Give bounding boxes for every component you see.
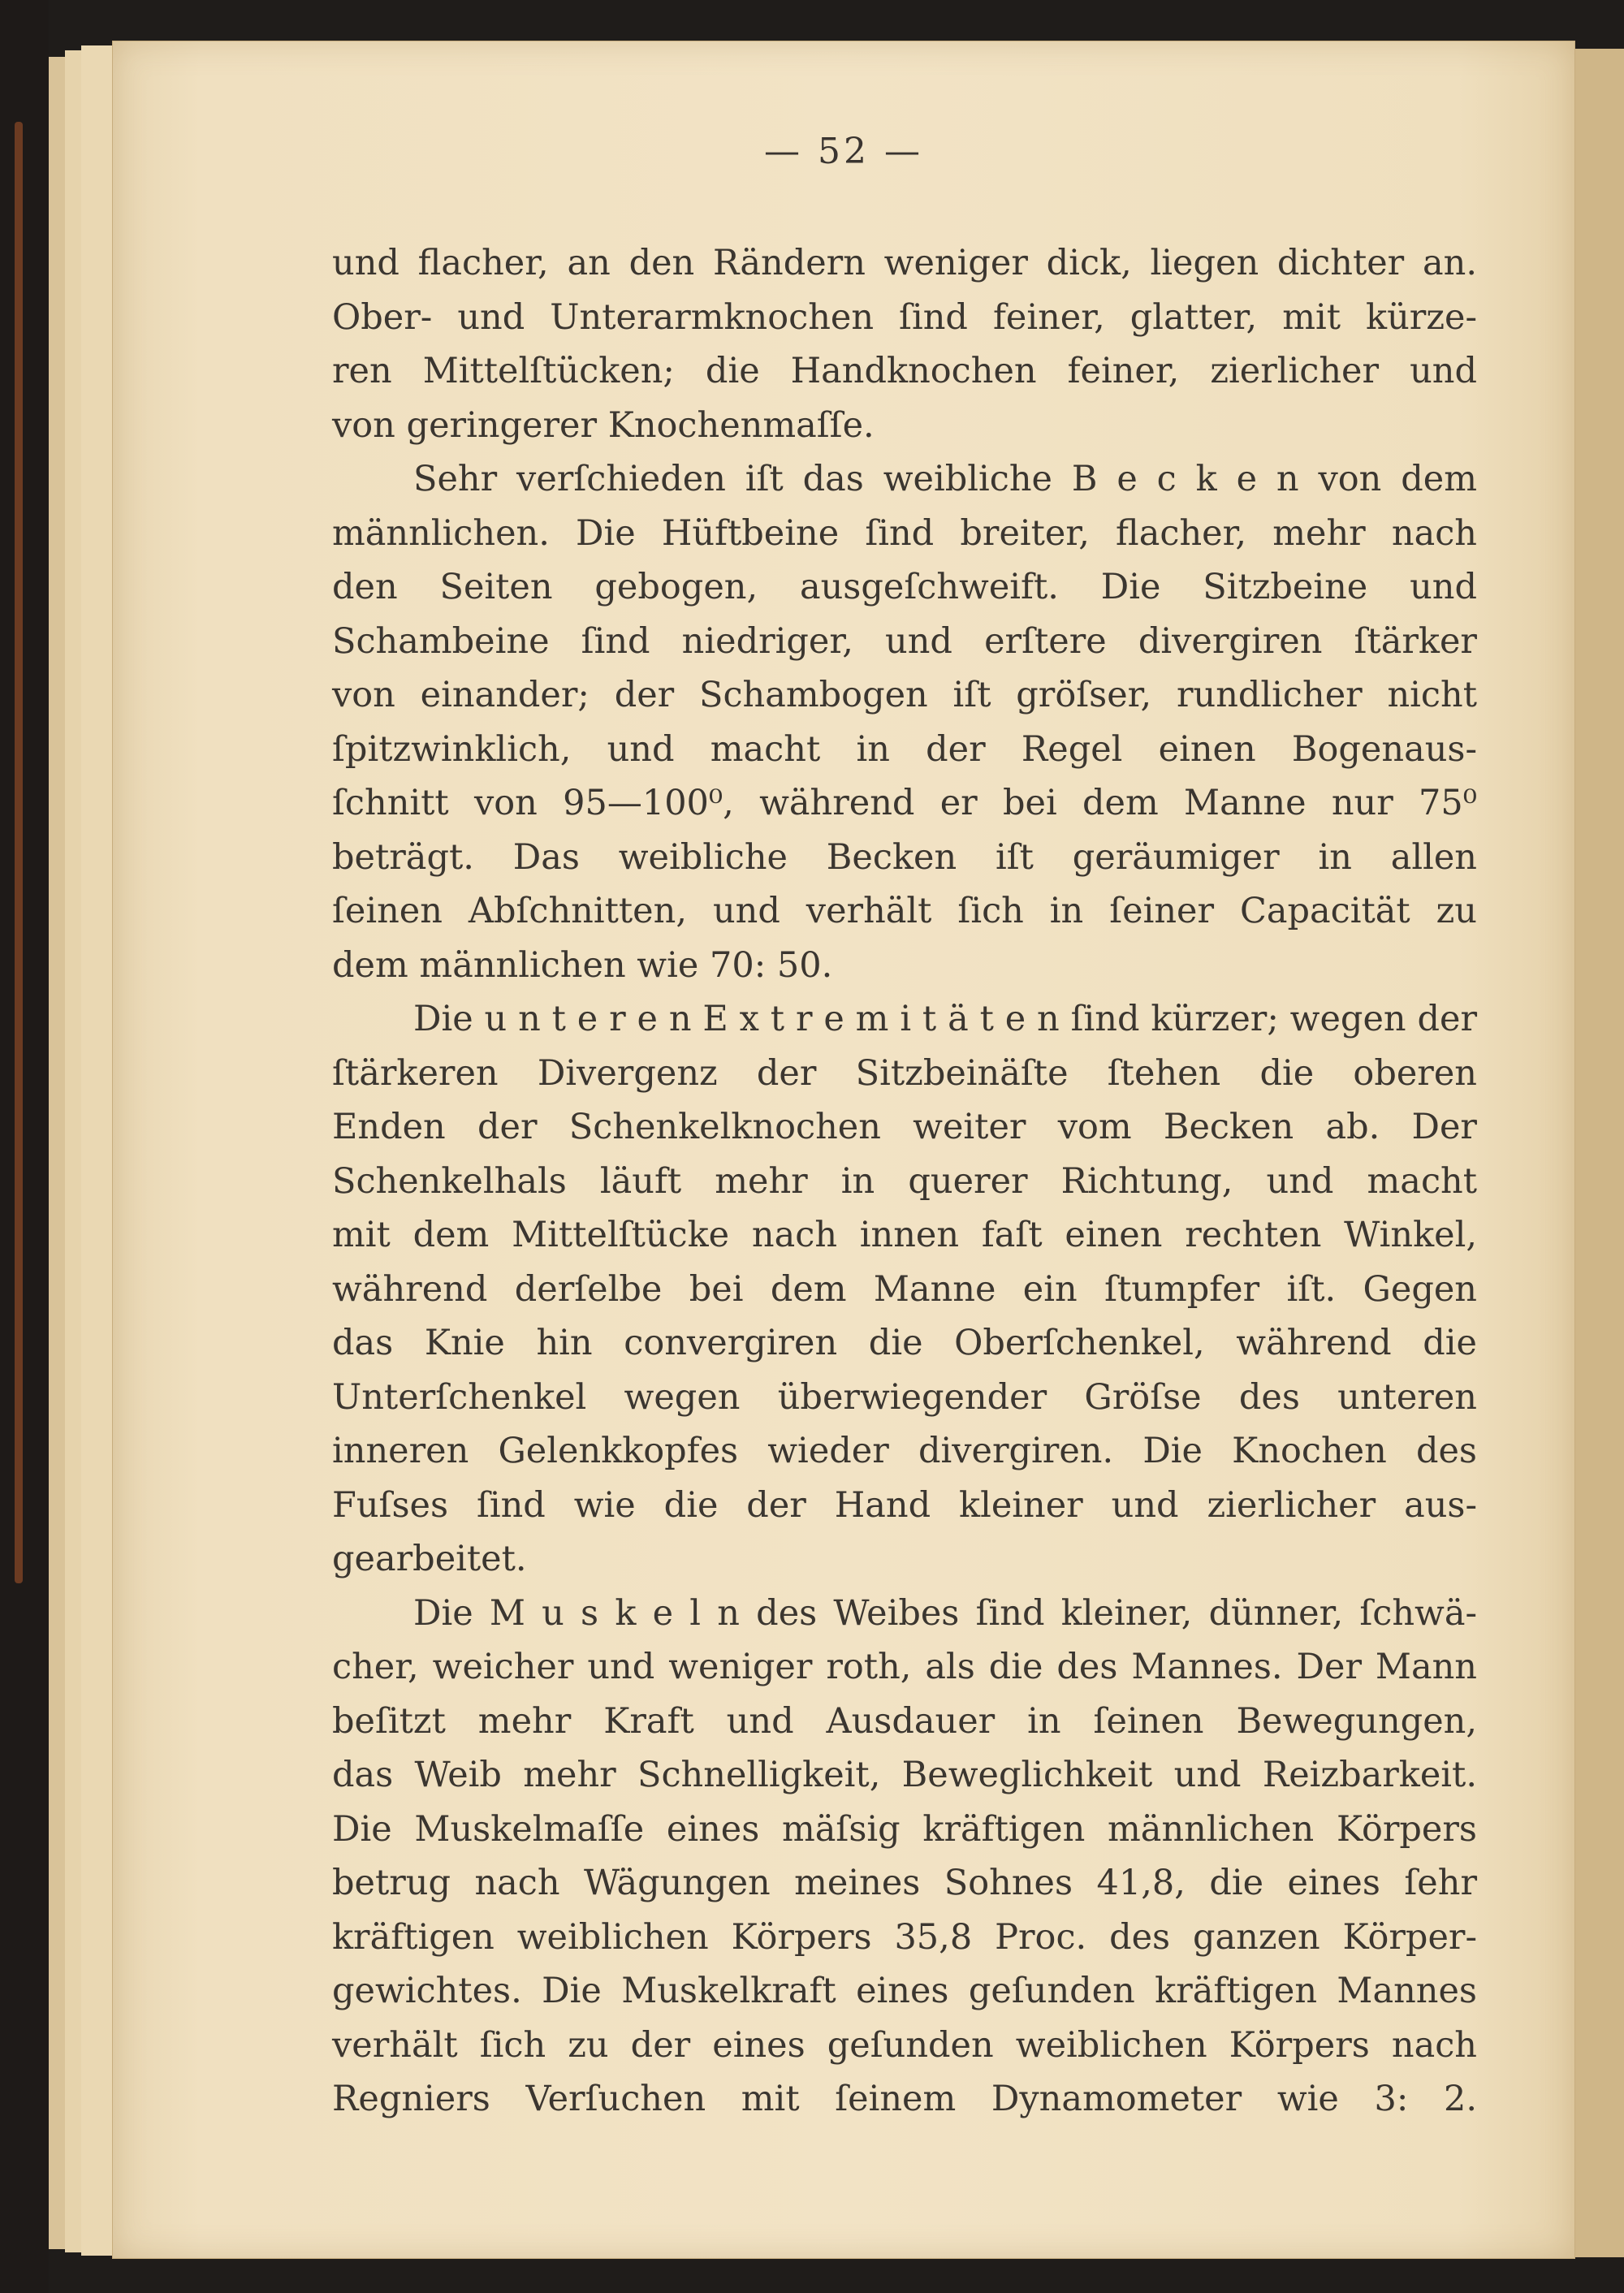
text-line: Die u n t e r e n E x t r e m i t ä t e n ſind kürzer; wegen der bbox=[413, 999, 1477, 1039]
text-line: cher, weicher und weniger roth, als die des Mannes. Der Mann bbox=[332, 1647, 1477, 1687]
text-line: und flacher, an den Rändern weniger dick, liegen dichter an. bbox=[332, 243, 1477, 283]
text-line: Ober- und Unterarmknochen ſind feiner, glatter, mit kürze- bbox=[332, 296, 1477, 338]
text-line: beträgt. Das weibliche Becken iſt geräumiger in allen bbox=[332, 836, 1477, 878]
text-line: beſitzt mehr Kraft und Ausdauer in ſeinen Bewegungen, bbox=[332, 1700, 1477, 1742]
text-line: mit dem Mittelſtücke nach innen faſt einen rechten Winkel, bbox=[332, 1215, 1477, 1255]
text-line: betrug nach Wägungen meines Sohnes 41,8, die eines ſehr bbox=[332, 1863, 1477, 1903]
text-line: dem männlichen wie 70: 50. bbox=[332, 944, 833, 986]
binding-rim bbox=[15, 122, 23, 1583]
text-line: Fuſses ſind wie die der Hand kleiner und zierlicher aus- bbox=[332, 1484, 1477, 1526]
text-line: gewichtes. Die Muskelkraft eines geſunden kräftigen Mannes bbox=[332, 1971, 1477, 2011]
text-line: Die Muskelmaſſe eines mäſsig kräftigen männlichen Körpers bbox=[332, 1808, 1477, 1850]
text-line: inneren Gelenkkopfes wieder divergiren. Die Knochen des bbox=[332, 1431, 1477, 1471]
text-line: Enden der Schenkelknochen weiter vom Becken ab. Der bbox=[332, 1107, 1477, 1147]
text-line: ſeinen Abſchnitten, und verhält ſich in ſeiner Capacität zu bbox=[332, 891, 1477, 931]
text-line: das Weib mehr Schnelligkeit, Beweglichkeit und Reizbarkeit. bbox=[332, 1755, 1477, 1795]
text-line: männlichen. Die Hüftbeine ſind breiter, flacher, mehr nach bbox=[332, 512, 1477, 554]
text-line: ren Mittelſtücken; die Handknochen feiner, zierlicher und bbox=[332, 351, 1477, 391]
facing-page-edge bbox=[1567, 49, 1624, 2257]
text-line: kräftigen weiblichen Körpers 35,8 Proc. des ganzen Körper- bbox=[332, 1916, 1477, 1958]
text-line: verhält ſich zu der eines geſunden weiblichen Körpers nach bbox=[332, 2024, 1477, 2066]
text-line: während derſelbe bei dem Manne ein ſtumpfer iſt. Gegen bbox=[332, 1268, 1477, 1310]
text-line: Unterſchenkel wegen überwiegender Gröſse des unteren bbox=[332, 1376, 1477, 1418]
page-number: — 52 — bbox=[764, 131, 923, 172]
text-line: ſpitzwinklich, und macht in der Regel einen Bogenaus- bbox=[332, 728, 1477, 770]
text-line: ſchnitt von 95—100⁰, während er bei dem Manne nur 75⁰ bbox=[332, 783, 1477, 823]
text-line: von einander; der Schambogen iſt gröſser, rundlicher nicht bbox=[332, 675, 1477, 715]
book-spine-edge bbox=[0, 0, 49, 2293]
text-line: ſtärkeren Divergenz der Sitzbeinäſte ſtehen die oberen bbox=[332, 1052, 1477, 1094]
text-line: das Knie hin convergiren die Oberſchenkel, während die bbox=[332, 1323, 1477, 1363]
text-line: von geringerer Knochenmaſſe. bbox=[332, 404, 875, 446]
text-line: den Seiten gebogen, ausgeſchweift. Die Sitzbeine und bbox=[332, 567, 1477, 607]
text-line: gearbeitet. bbox=[332, 1539, 527, 1579]
book-page bbox=[112, 41, 1575, 2259]
text-line: Sehr verſchieden iſt das weibliche B e c k e n von dem bbox=[413, 459, 1477, 499]
text-line: Schenkelhals läuft mehr in querer Richtung, und macht bbox=[332, 1160, 1477, 1202]
page-edge bbox=[81, 45, 114, 2256]
page-body-text bbox=[332, 236, 1477, 2127]
text-line: Schambeine ſind niedriger, und erſtere divergiren ſtärker bbox=[332, 620, 1477, 662]
text-line: Regniers Verſuchen mit ſeinem Dynamometer wie 3: 2. bbox=[332, 2079, 1477, 2119]
text-line: Die M u s k e l n des Weibes ſind kleiner, dünner, ſchwä- bbox=[413, 1592, 1477, 1634]
